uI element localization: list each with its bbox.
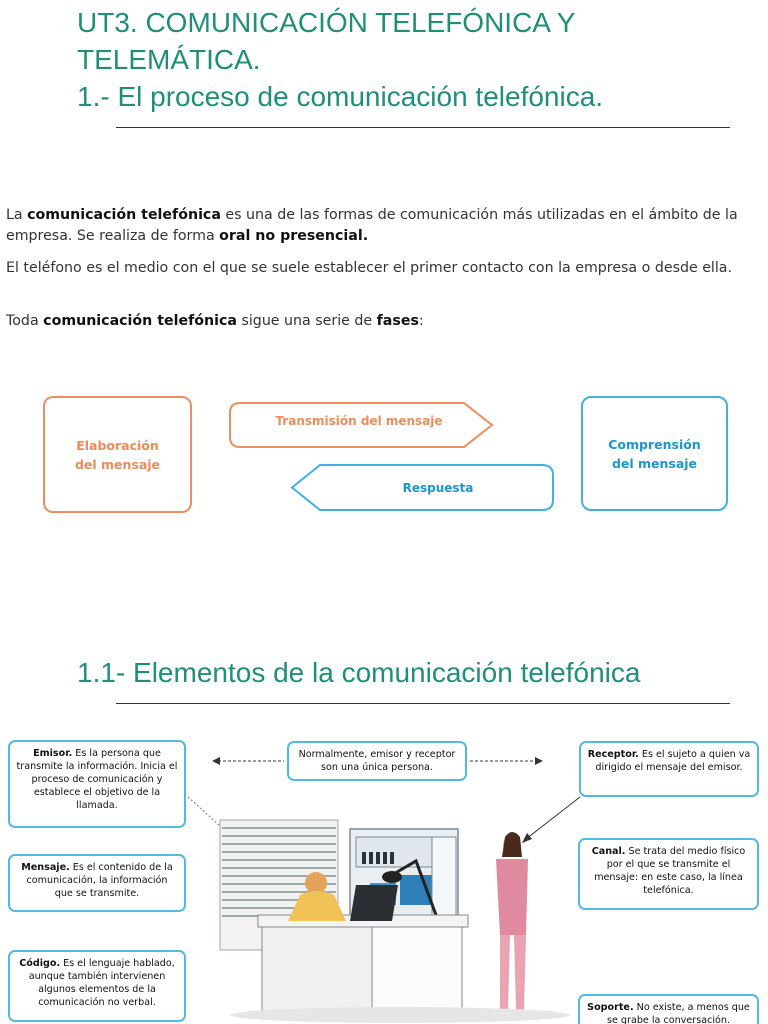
callout-receptor: Receptor. Es el sujeto a quien va dirigido el mensaje del emisor. xyxy=(579,741,759,797)
callout-codigo: Código. Es el lenguaje hablado, aunque también intervienen algunos elementos de la comunicación no verbal. xyxy=(8,950,186,1022)
phase-elaboracion-box: Elaboración del mensaje xyxy=(43,396,192,513)
title-line-1: UT3. COMUNICACIÓN TELEFÓNICA Y xyxy=(77,7,576,38)
callout-emisor: Emisor. Es la persona que transmite la información. Inicia el proceso de comunicación y establece el objetivo de la llamada. xyxy=(8,740,186,828)
intro-paragraph-1: La comunicación telefónica es una de las formas de comunicación más utilizadas en el ámbito de la empresa. Se realiza de forma oral no presencial. xyxy=(6,207,738,244)
title-underline xyxy=(116,127,730,128)
callout-mensaje: Mensaje. Es el contenido de la comunicación, la información que se transmite. xyxy=(8,854,186,912)
callout-canal: Canal. Se trata del medio físico por el que se transmite el mensaje: en este caso, la línea telefónica. xyxy=(578,838,759,910)
callout-soporte: Soporte. No existe, a menos que se grabe la conversación. xyxy=(578,994,759,1024)
title-line-3: 1.- El proceso de comunicación telefónica. xyxy=(77,81,604,112)
phase-comprension-box: Comprensión del mensaje xyxy=(581,396,728,511)
phase-respuesta-label: Respuesta xyxy=(402,481,474,495)
intro-paragraph-2: El teléfono es el medio con el que se suele establecer el primer contacto con la empresa o desde ella. xyxy=(6,260,733,276)
page-title xyxy=(77,4,757,115)
phase-transmision-label: Transmisión del mensaje xyxy=(275,414,443,428)
callout-emisor-receptor: Normalmente, emisor y receptor son una única persona. xyxy=(287,741,467,781)
section-title: 1.1- Elementos de la comunicación telefónica xyxy=(77,657,641,688)
intro-paragraph-3: Toda comunicación telefónica sigue una serie de fases: xyxy=(6,313,424,329)
title-line-2: TELEMÁTICA. xyxy=(77,44,261,75)
section-underline xyxy=(116,703,730,704)
